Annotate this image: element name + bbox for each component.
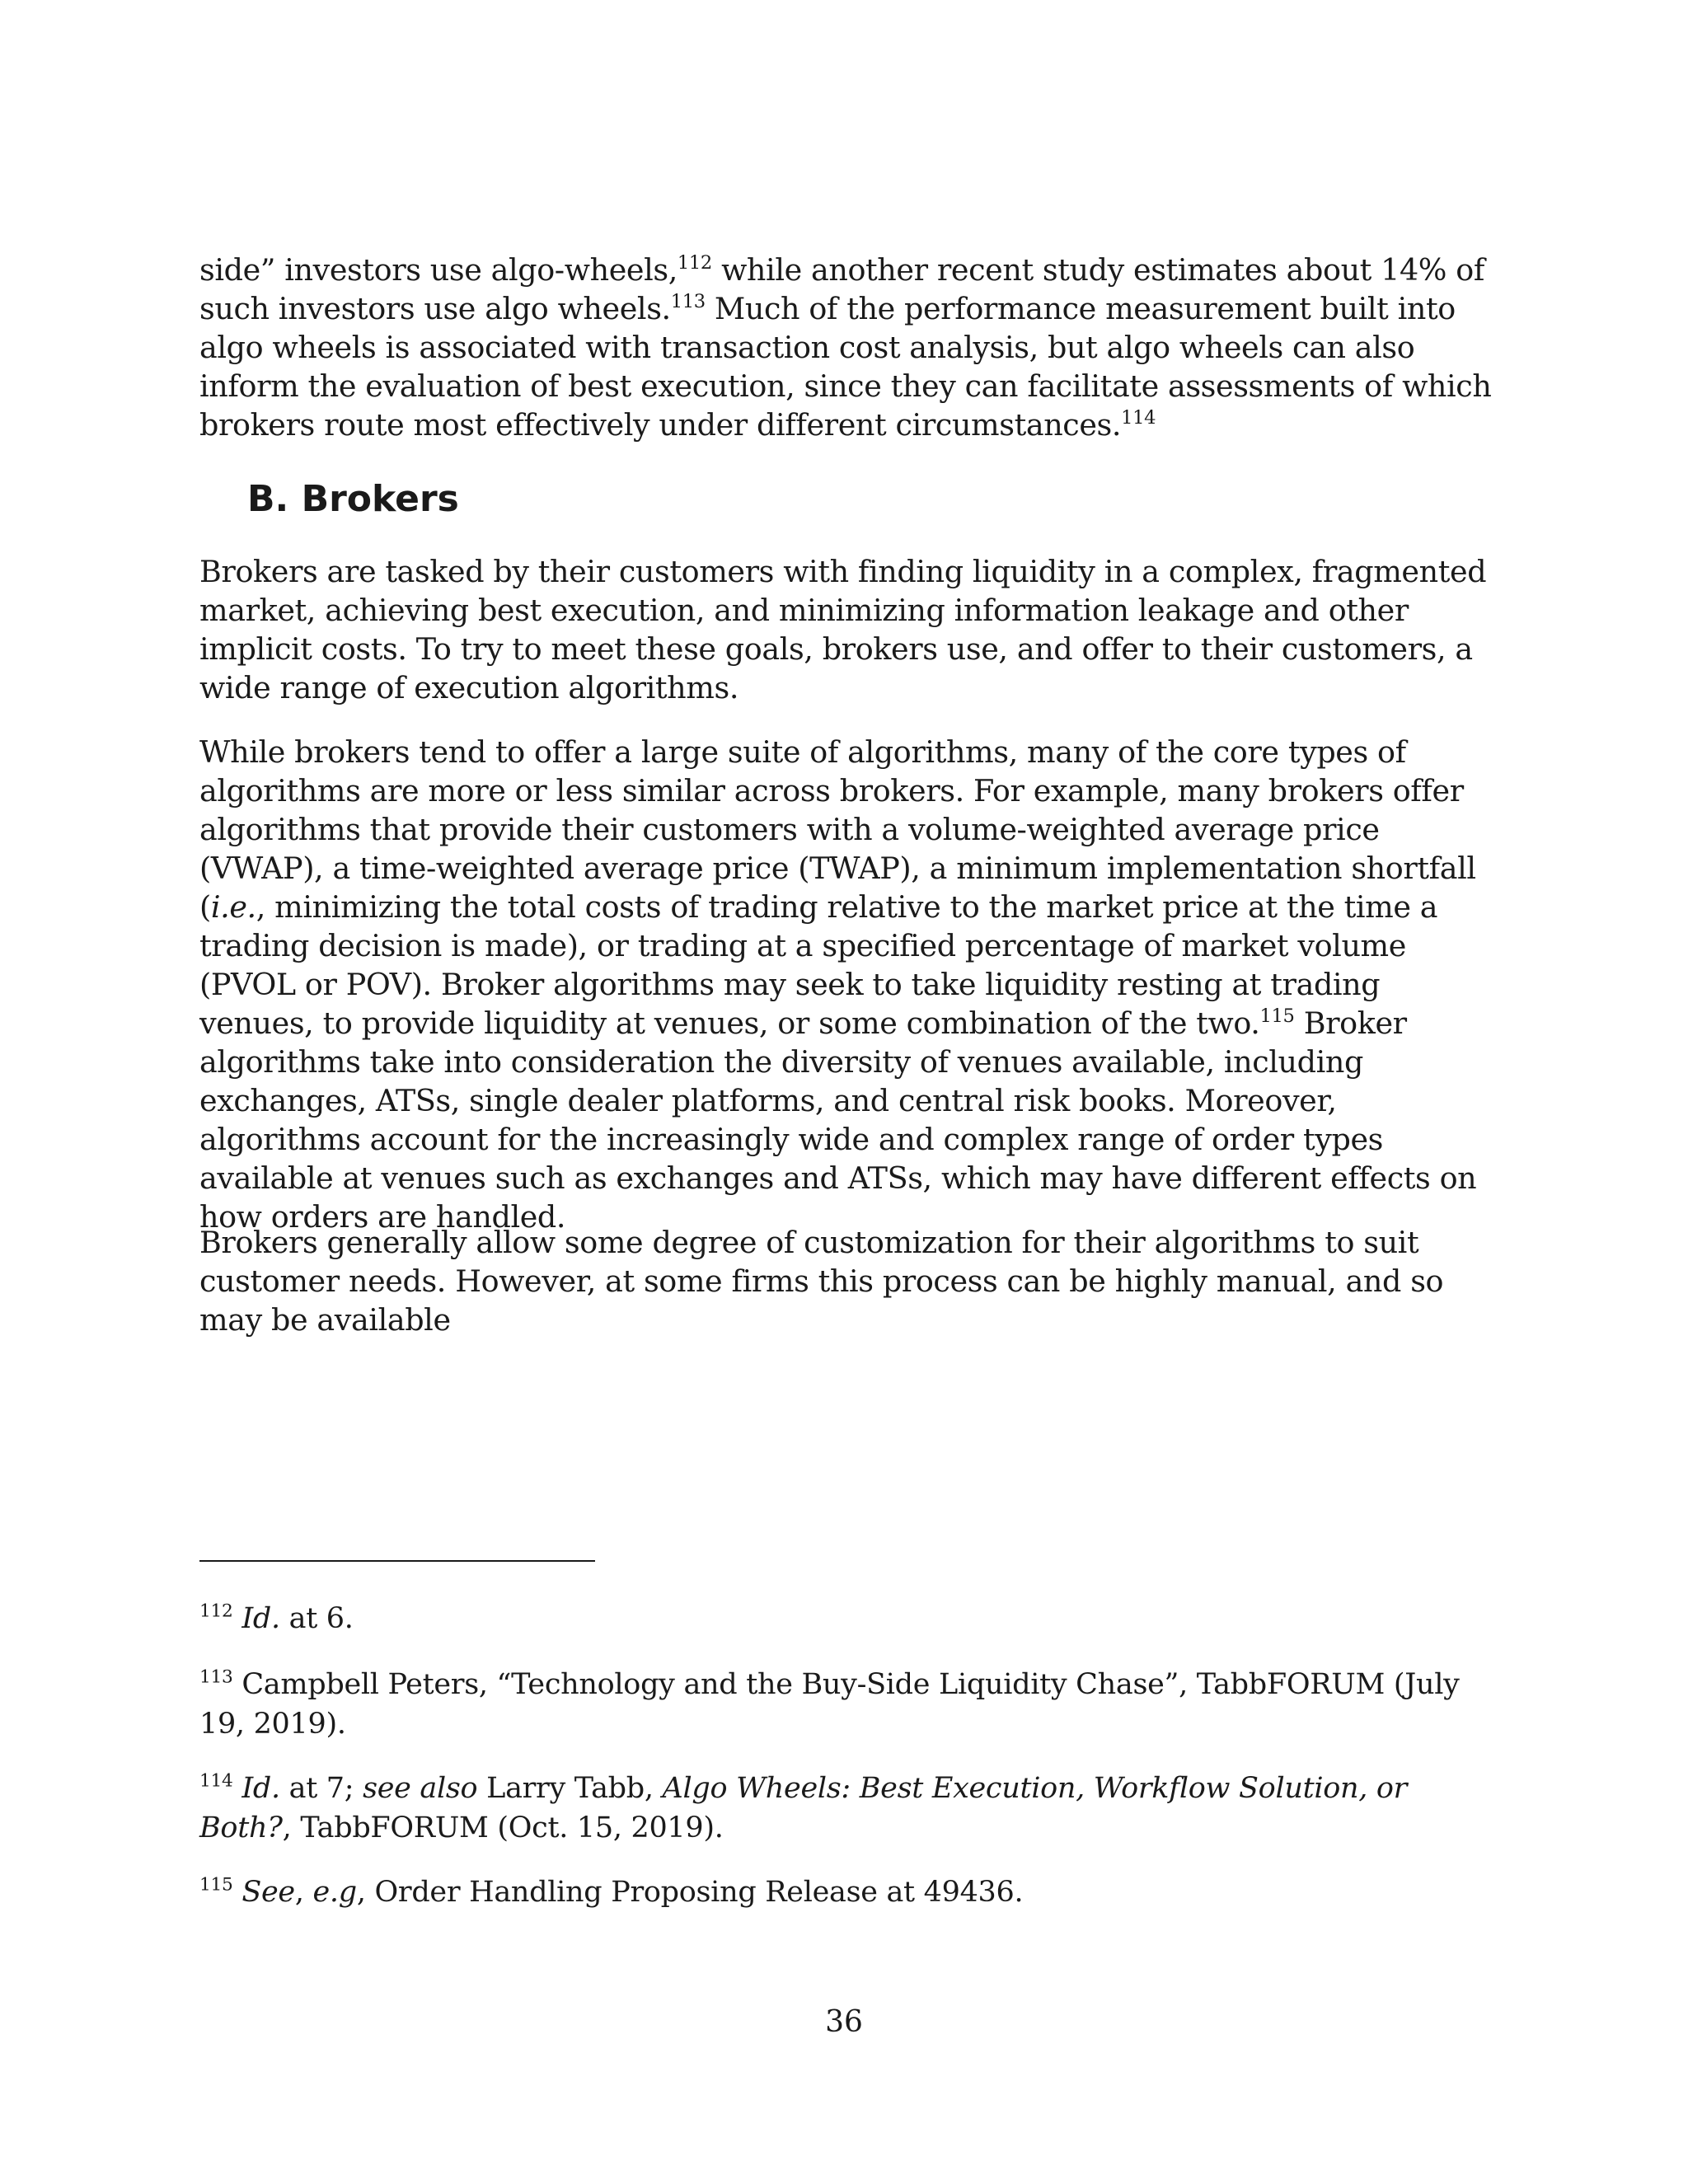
brokers-paragraph: Brokers are tasked by their customers with finding liquidity in a complex, fragmented market, achieving best execution, and minimizing information leakage and other implicit costs. To try to meet these goals, brokers use, and offer to their customers, a wide range of execution algorithms.: [199, 554, 1487, 705]
italic-text: Id.: [241, 1602, 280, 1635]
text-run: while another recent study estimates about 14% of such investors use algo wheels.: [199, 252, 1484, 326]
footnote-ref-115[interactable]: 115: [1259, 1005, 1295, 1027]
italic-text: Id.: [241, 1772, 280, 1805]
footnote-ref-113[interactable]: 113: [670, 290, 706, 312]
footnote-number: 113: [199, 1666, 233, 1688]
footnote-text: , TabbFORUM (Oct. 15, 2019).: [282, 1811, 724, 1844]
footnote-ref-114[interactable]: 114: [1121, 406, 1156, 429]
text-run: , minimizing the total costs of trading relative to the market price at the time a trading decision is made), or trading at a specified percentage of market volume (PVOL or POV). Broker algorithms may seek to take liquidity resting at trading venues, to provide liquidity at venues, or some combination of the two.: [199, 889, 1438, 1041]
italic-title: Algo Wheels: Best Execution, Workflow Solution, or Both?: [199, 1772, 1408, 1844]
customization-paragraph: Brokers generally allow some degree of customization for their algorithms to suit customer needs. However, at some firms this process can be highly manual, and so may be available: [199, 1225, 1444, 1338]
footnote-text: at 7;: [279, 1772, 363, 1805]
footnote-separator: [199, 1560, 595, 1562]
footnote-number: 112: [199, 1601, 233, 1622]
footnote-112: [199, 1599, 1492, 1638]
footnote-text: , Order Handling Proposing Release at 49436.: [356, 1876, 1024, 1909]
italic-text: See: [241, 1876, 295, 1909]
italic-text: i.e.: [210, 889, 256, 925]
footnote-text: Campbell Peters, “Technology and the Buy-Side Liquidity Chase”, TabbFORUM (July 19, 2019).: [199, 1668, 1460, 1741]
footnote-number: 115: [199, 1874, 233, 1896]
section-heading: B. Brokers: [247, 478, 459, 520]
footnote-text: ,: [294, 1876, 313, 1909]
algorithms-paragraph: [199, 733, 1492, 1236]
footnote-text: at 6.: [279, 1602, 354, 1635]
footnote-115: [199, 1872, 1492, 1912]
footnote-number: 114: [199, 1770, 233, 1792]
continuation-paragraph: [199, 251, 1492, 444]
text-run: Broker algorithms take into consideration the diversity of venues available, including exchanges, ATSs, single dealer platforms, and central risk books. Moreover, algorithms account for the increasingly wide and complex range of order types available at venues such as exchanges and ATSs, which may have different effects on how orders are handled.: [199, 1005, 1477, 1235]
text-run: side” investors use algo-wheels,: [199, 252, 678, 288]
text-run: Much of the performance measurement built into algo wheels is associated with transaction cost analysis, but algo wheels can also inform the evaluation of best execution, since they can facilitate assessments of which brokers route most effectively under different circumstances.: [199, 291, 1492, 443]
footnote-114: [199, 1769, 1492, 1848]
footnote-ref-112[interactable]: 112: [677, 251, 712, 274]
page-number: 36: [825, 2005, 863, 2039]
text-run: While brokers tend to offer a large suite of algorithms, many of the core types of algorithms are more or less similar across brokers. For example, many brokers offer algorithms that provide their customers with a volume-weighted average price (VWAP), a time-weighted average price (TWAP), a minimum implementation shortfall (: [199, 734, 1476, 925]
footnote-113: [199, 1665, 1492, 1744]
footnote-text: Larry Tabb,: [477, 1772, 663, 1805]
italic-text: see also: [363, 1772, 478, 1805]
italic-text: e.g: [312, 1876, 357, 1909]
